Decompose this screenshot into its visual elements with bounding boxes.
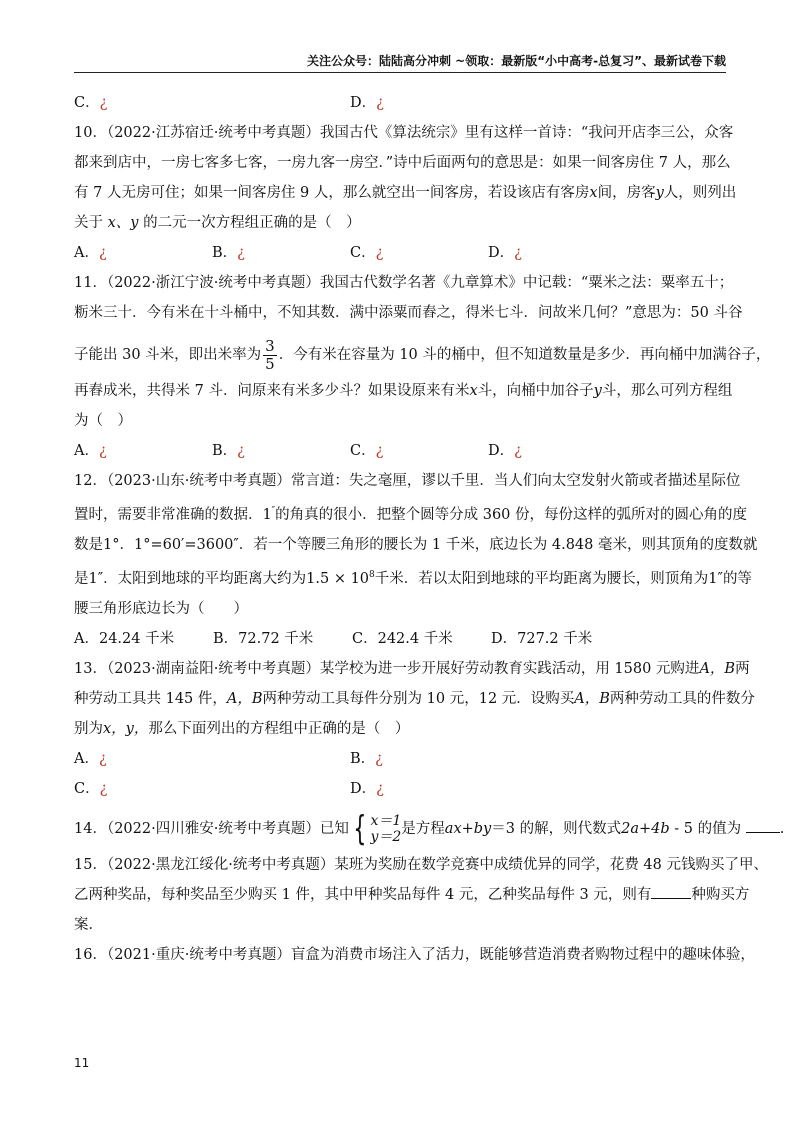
q12-line-5: 腰三角形底边长为（ ） xyxy=(74,600,248,617)
prev-question-options xyxy=(74,88,728,118)
answer-blank[interactable] xyxy=(651,884,691,899)
option-c[interactable]: C．¿ xyxy=(74,95,108,111)
option-a[interactable]: A．¿ xyxy=(74,245,107,261)
header-divider xyxy=(74,72,726,73)
q12-line-2: 置时，需要非常准确的数据．1″的角真的很小．把整个圆等分成 360 份，每份这样的弧所对的圆心角的度 xyxy=(74,506,748,523)
q15-line-2: 乙两种奖品，每种奖品至少购买 1 件，其中甲种奖品每件 4 元，乙种奖品每件 3 元，则有 种购买方 xyxy=(74,880,728,910)
q15-line-1: 15．（2022·黑龙江绥化·统考中考真题）某班为奖励在数学竞赛中成绩优异的同学，花费 48 元钱购买了甲、 xyxy=(74,856,768,873)
option-c[interactable]: C．242.4 千米 xyxy=(352,630,453,647)
q10-line-3: 有 7 人无房可住；如果一间客房住 9 人，那么就空出一间客房，若设该店有客房x间，房客y人，则列出 xyxy=(74,185,737,201)
question-10 xyxy=(74,118,737,268)
q11-line-1: 11．（2022·浙江宁波·统考中考真题）我国古代数学名著《九章算术》中记载：“粟米之法：粟率五十； xyxy=(74,275,734,291)
question-14: 14．（2022·四川雅安·统考中考真题）已知 { x＝1 y＝2 是方程ax+by＝3 的解，则代数式2a+4b - 5 的值为 . xyxy=(74,808,785,849)
q16-line-1: 16．（2021·重庆·统考中考真题）盲盒为消费市场注入了活力，既能够营造消费者购物过程中的趣味体验， xyxy=(74,946,755,963)
answer-blank[interactable] xyxy=(746,818,780,833)
option-b[interactable]: B．¿ xyxy=(212,245,245,261)
option-b[interactable]: B．¿ xyxy=(212,443,245,459)
question-11 xyxy=(74,268,771,466)
q11-line-4: 再舂成米，共得米 7 斗．问原来有米多少斗？如果设原来有米x斗，向桶中加谷子y斗，那么可列方程组 xyxy=(74,383,733,399)
page-header: 关注公众号：陆陆高分冲刺 ~领取：最新版“小中高考-总复习”、最新试卷下载 xyxy=(307,54,726,68)
questions xyxy=(74,88,785,970)
q11-line-3: 子能出 30 斗米，即出米率为 $\frac{3}{5}$ ．今有米在容量为 10 斗的桶中，但不知道数量是多少．再向桶中加满谷子， xyxy=(74,336,771,373)
q12-options xyxy=(74,624,728,654)
q13-options-row-1 xyxy=(74,744,728,774)
q13-options-row-2 xyxy=(74,774,728,804)
q10-line-2: 都来到店中，一房七客多七客，一房九客一房空．”诗中后面两句的意思是：如果一间客房住 7 人，那么 xyxy=(74,155,731,171)
option-a[interactable]: A．¿ xyxy=(74,750,107,767)
equation-system: { x＝1 y＝2 xyxy=(353,808,402,849)
q10-options xyxy=(74,238,728,268)
q10-line-1: 10．（2022·江苏宿迁·统考中考真题）我国古代《算法统宗》里有这样一首诗：“我问开店李三公，众客 xyxy=(74,125,734,141)
q11-line-5: 为（ ） xyxy=(74,413,132,429)
option-a[interactable]: A．¿ xyxy=(74,443,107,459)
q15-line-3: 案． xyxy=(74,916,103,933)
option-c[interactable]: C．¿ xyxy=(350,245,384,261)
option-d[interactable]: D．¿ xyxy=(350,780,384,797)
option-d[interactable]: D．¿ xyxy=(488,443,522,459)
option-b[interactable]: B．¿ xyxy=(350,750,383,767)
option-c[interactable]: C．¿ xyxy=(350,443,384,459)
option-d[interactable]: D．727.2 千米 xyxy=(491,630,593,647)
option-c[interactable]: C．¿ xyxy=(74,780,108,797)
option-d[interactable]: D．¿ xyxy=(488,245,522,261)
question-16 xyxy=(74,940,755,970)
q13-line-1: 13．（2023·湖南益阳·统考中考真题）某学校为进一步开展好劳动教育实践活动，用 1580 元购进A，B两 xyxy=(74,660,750,677)
q11-options xyxy=(74,436,728,466)
q12-line-4: 是1″．太阳到地球的平均距离大约为$1.5 \times 10^8$千米．若以太阳到地球的平均距离为腰长，则顶角为1″的等 xyxy=(74,569,752,587)
q13-line-3: 别为x，y，那么下面列出的方程组中正确的是（ ） xyxy=(74,720,410,737)
option-d[interactable]: D．¿ xyxy=(350,95,384,111)
q11-line-2: 粝米三十．今有米在十斗桶中，不知其数．满中添粟而舂之，得米七斗．问故米几何？”意思为：50 斗谷 xyxy=(74,305,743,321)
question-13 xyxy=(74,654,755,804)
option-a[interactable]: A．24.24 千米 xyxy=(74,630,175,647)
question-12 xyxy=(74,466,758,654)
q12-line-3: 数是1°．1°=60′=3600″．若一个等腰三角形的腰长为 1 千米，底边长为 4.848 毫米，则其顶角的度数就 xyxy=(74,536,758,553)
q10-line-4: 关于 x、y 的二元一次方程组正确的是（ ） xyxy=(74,215,361,231)
question-15 xyxy=(74,850,768,940)
q13-line-2: 种劳动工具共 145 件，A，B两种劳动工具每件分别为 10 元，12 元．设购买A，B两种劳动工具的件数分 xyxy=(74,690,755,707)
fraction-3-5: $\frac{3}{5}$ xyxy=(265,336,275,373)
option-b[interactable]: B．72.72 千米 xyxy=(213,630,314,647)
q12-line-1: 12．（2023·山东·统考中考真题）常言道：失之毫厘，谬以千里．当人们向太空发射火箭或者描述星际位 xyxy=(74,473,741,489)
page-number: 11 xyxy=(74,1056,90,1070)
